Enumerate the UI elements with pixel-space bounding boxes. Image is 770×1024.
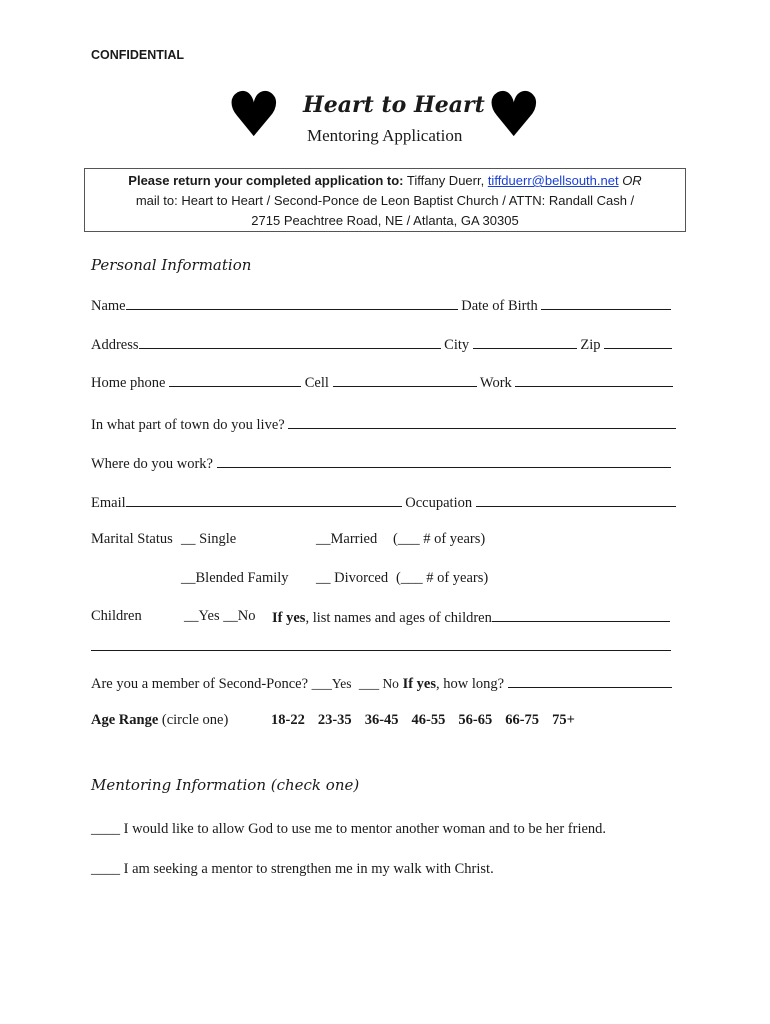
home-phone-field[interactable] — [169, 373, 301, 387]
mentor-option-2[interactable]: ____ I am seeking a mentor to strengthen me in my walk with Christ. — [91, 861, 494, 877]
age-option[interactable]: 56-65 — [458, 712, 493, 728]
personal-info-heading: Personal Information — [91, 256, 252, 274]
email-field[interactable] — [126, 493, 402, 507]
return-contact-name: Tiffany Duerr, — [403, 173, 488, 188]
children-yes-no-options[interactable]: __Yes __No — [184, 608, 256, 624]
marital-status-label: Marital Status — [91, 531, 173, 547]
email-label: Email — [91, 495, 126, 511]
cell-label: Cell — [304, 375, 329, 391]
age-option[interactable]: 66-75 — [505, 712, 540, 728]
address-field[interactable] — [139, 335, 441, 349]
zip-field[interactable] — [604, 335, 672, 349]
return-instructions-box — [84, 168, 686, 232]
age-range-label: Age Range — [91, 712, 159, 728]
member-if-yes: If yes — [402, 676, 436, 692]
divorced-option[interactable]: __ Divorced — [316, 570, 389, 586]
single-option[interactable]: __ Single — [181, 531, 237, 547]
mentoring-info-heading: Mentoring Information (check one) — [91, 776, 360, 794]
where-work-label: Where do you work? — [91, 456, 213, 472]
member-question: Are you a member of Second-Ponce? — [91, 676, 309, 692]
name-row — [91, 296, 671, 315]
home-phone-label: Home phone — [91, 375, 166, 391]
return-line-2: mail to: Heart to Heart / Second-Ponce de Leon Baptist Church / ATTN: Randall Cash / — [135, 193, 635, 208]
page-title: Heart to Heart — [303, 92, 485, 118]
member-row — [91, 674, 672, 693]
name-label: Name — [91, 298, 126, 314]
where-work-field[interactable] — [217, 454, 671, 468]
part-of-town-row — [91, 415, 676, 434]
divorced-years-field[interactable]: (___ # of years) — [396, 570, 489, 586]
work-label: Work — [479, 375, 512, 391]
cell-field[interactable] — [333, 373, 477, 387]
children-if-yes: If yes — [272, 610, 306, 626]
dob-field[interactable] — [541, 296, 671, 310]
blended-family-option[interactable]: __Blended Family — [181, 570, 289, 586]
return-line-3: 2715 Peachtree Road, NE / Atlanta, GA 30305 — [251, 213, 519, 228]
city-field[interactable] — [473, 335, 577, 349]
phone-row — [91, 373, 673, 392]
member-how-long-field[interactable] — [508, 674, 672, 688]
email-row — [91, 493, 676, 512]
city-label: City — [444, 337, 470, 353]
children-field-continuation[interactable] — [91, 650, 671, 651]
married-option[interactable]: __Married — [316, 531, 378, 547]
mentor-option-1[interactable]: ____ I would like to allow God to use me to mentor another woman and to be her friend. — [91, 821, 607, 837]
return-or: OR — [618, 173, 642, 188]
age-option[interactable]: 46-55 — [411, 712, 446, 728]
age-option[interactable]: 18-22 — [271, 712, 305, 728]
occupation-label: Occupation — [405, 495, 473, 511]
heart-icon-right: ♥ — [486, 78, 542, 151]
page-subtitle: Mentoring Application — [307, 126, 463, 145]
member-no-option[interactable]: ___ No — [358, 676, 399, 691]
age-range-row — [91, 712, 228, 729]
zip-label: Zip — [580, 337, 601, 353]
member-how-long-label: , how long? — [436, 676, 505, 692]
children-prompt — [272, 608, 670, 627]
occupation-field[interactable] — [476, 493, 676, 507]
married-years-field[interactable]: (___ # of years) — [393, 531, 486, 547]
children-list-prompt: , list names and ages of children — [305, 610, 492, 626]
age-option[interactable]: 23-35 — [317, 712, 352, 728]
name-field[interactable] — [126, 296, 458, 310]
address-label: Address — [91, 337, 139, 353]
age-range-hint: (circle one) — [158, 712, 229, 728]
address-row — [91, 335, 672, 354]
dob-label: Date of Birth — [461, 298, 538, 314]
work-phone-field[interactable] — [515, 373, 673, 387]
where-work-row — [91, 454, 671, 473]
confidential-label: CONFIDENTIAL — [91, 48, 185, 62]
return-line-1 — [85, 173, 685, 188]
return-email-link[interactable]: tiffduerr@bellsouth.net — [487, 173, 619, 188]
age-range-options — [271, 712, 588, 729]
children-field[interactable] — [492, 608, 670, 622]
children-label: Children — [91, 608, 142, 624]
heart-icon-left: ♥ — [226, 78, 282, 151]
part-of-town-label: In what part of town do you live? — [91, 417, 285, 433]
age-option[interactable]: 36-45 — [364, 712, 399, 728]
return-instruction-bold: Please return your completed application to: — [128, 173, 404, 188]
age-option[interactable]: 75+ — [552, 712, 575, 728]
part-of-town-field[interactable] — [288, 415, 676, 429]
member-yes-option[interactable]: ___Yes — [311, 676, 352, 691]
